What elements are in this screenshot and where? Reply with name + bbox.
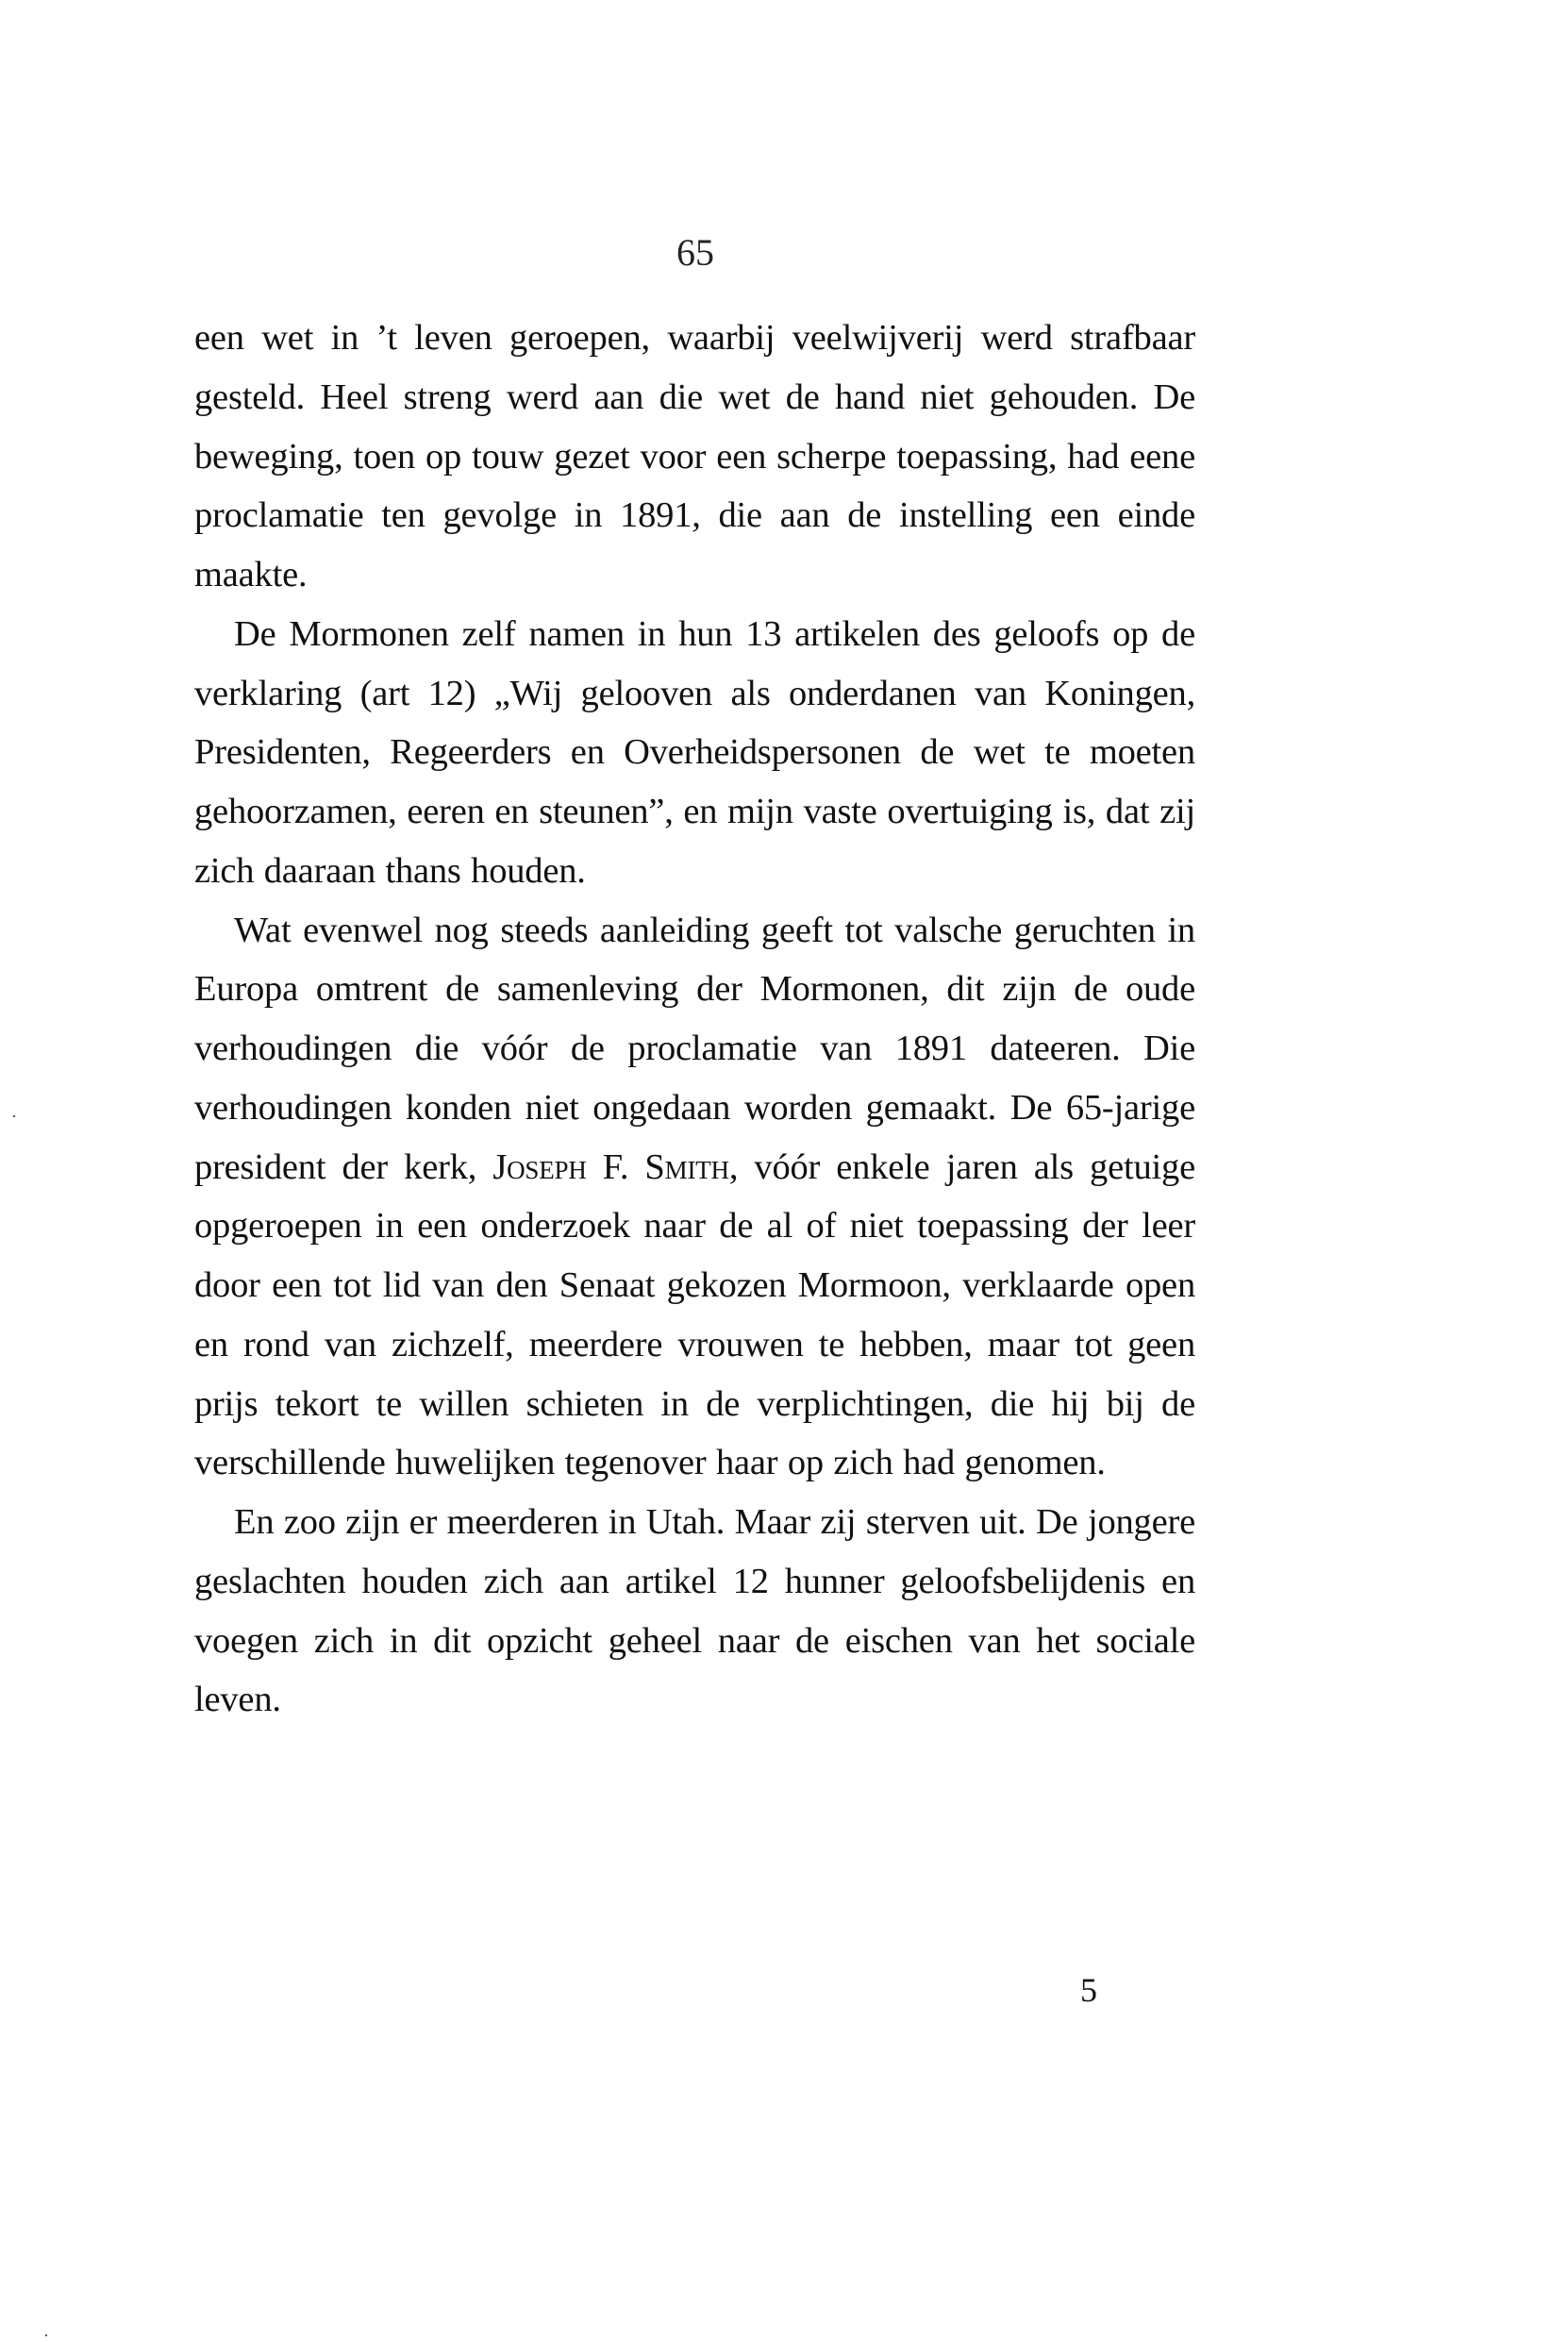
scan-speck [45,2334,47,2336]
paragraph-3-text-after: , vóór enkele jaren als getuige opgeroepen in een onderzoek naar de al of niet toepassing der leer door een tot lid van den Senaat gekozen Mormoon, verklaarde open en rond van zichzelf, meerdere vrouwen te hebben, maar tot geen prijs tekort te willen schieten in de verplichtingen, die hij bij de verschillende huwelijken tegenover haar op zich had genomen. [194,1146,1195,1483]
paragraph-4: En zoo zijn er meerderen in Utah. Maar zij sterven uit. De jongere geslachten houden zich aan artikel 12 hunner geloofsbelijdenis en voegen zich in dit opzicht geheel naar de eischen van het sociale leven. [194,1502,1195,1720]
scan-speck [13,1115,15,1117]
paragraph-3-text-before: Wat evenwel nog steeds aanleiding geeft tot valsche geruchten in Europa omtrent de samenleving der Mormonen, dit zijn de oude verhoudingen die vóór de proclamatie van 1891 dateeren. Die verhoudingen konden niet ongedaan worden gemaakt. De 65-jarige president der kerk, [194,910,1195,1187]
paragraph-1: een wet in ’t leven geroepen, waarbij veelwijverij werd strafbaar gesteld. Heel streng werd aan die wet de hand niet gehouden. De beweging, toen op touw gezet voor een scherpe toepassing, had eene proclamatie ten gevolge in 1891, die aan de instelling een einde maakte. [194,318,1195,594]
body-text [194,309,1195,1730]
paragraph-2: De Mormonen zelf namen in hun 13 artikelen des geloofs op de verklaring (art 12) „Wij gelooven als onderdanen van Koningen, Presidenten, Regeerders en Overheidspersonen de wet te moeten gehoorzamen, eeren en steunen”, en mijn vaste overtuiging is, dat zij zich daaraan thans houden. [194,613,1195,891]
page-number: 65 [676,231,714,274]
paragraph-3 [194,901,1195,1494]
person-name: Joseph F. Smith [492,1146,729,1187]
signature-mark: 5 [1080,1971,1097,2009]
